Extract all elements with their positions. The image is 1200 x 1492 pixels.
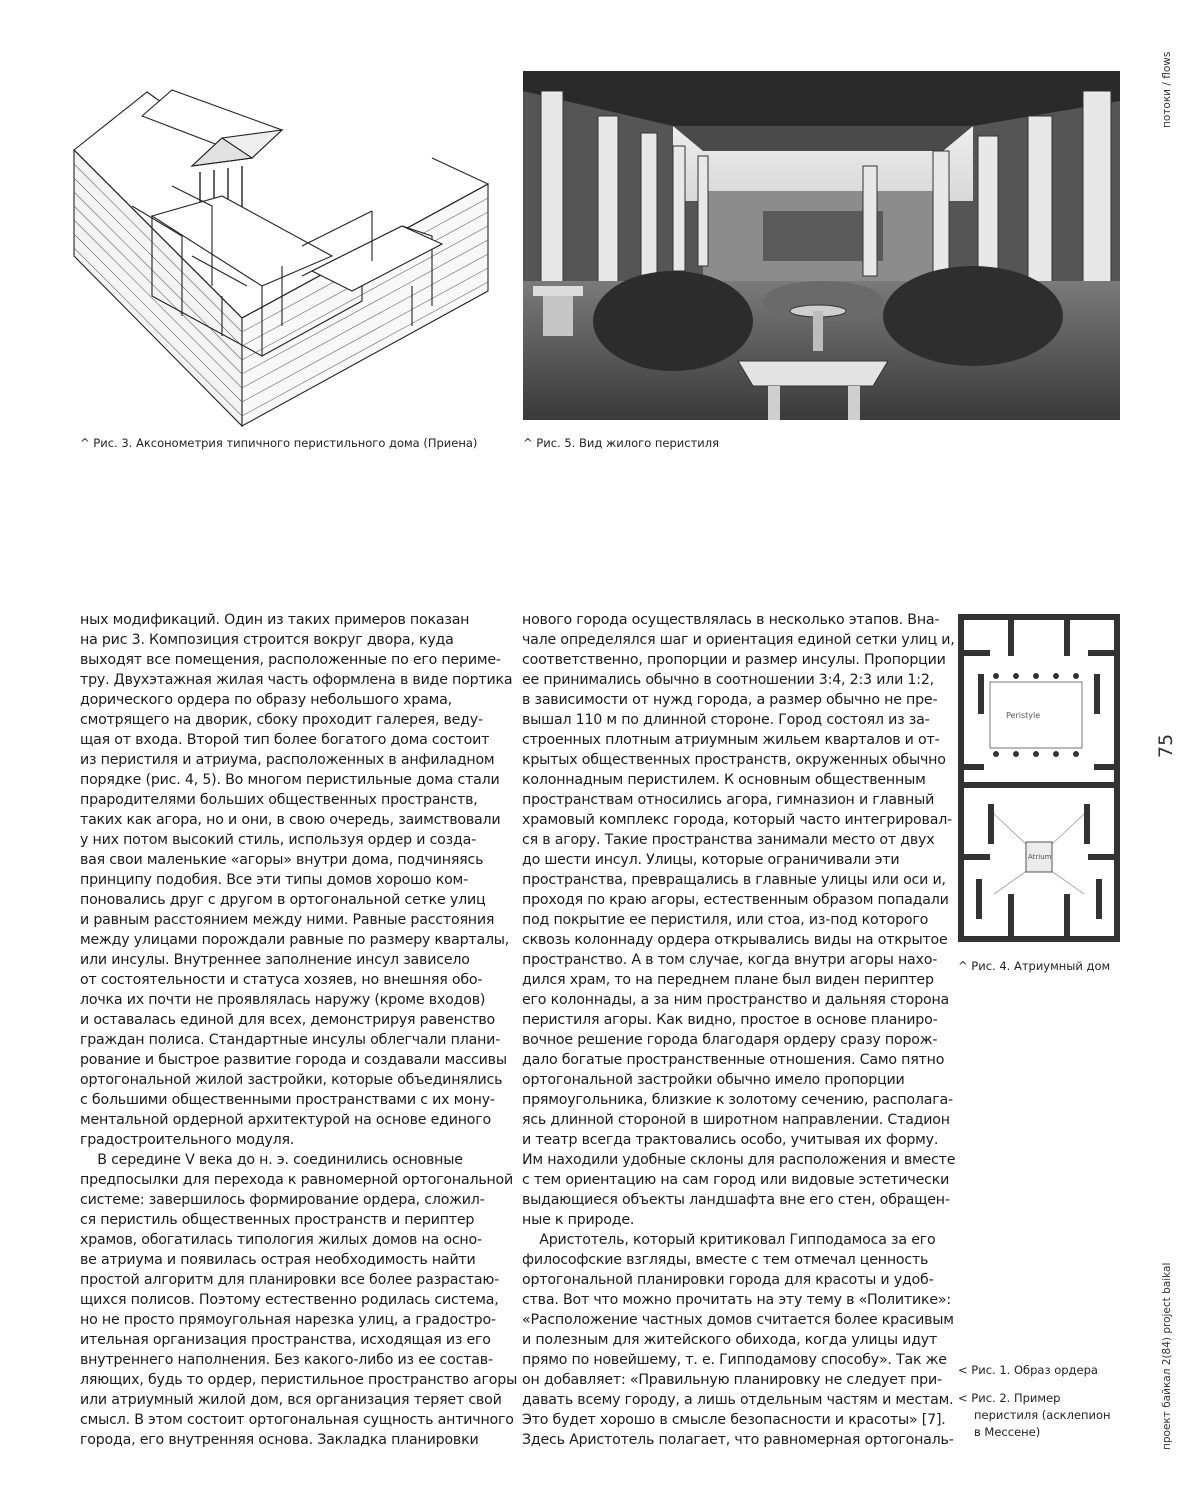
text-line: ляющих, будь то ордер, перистильное пространство агоры — [80, 1372, 518, 1388]
text-column-middle — [522, 610, 955, 1450]
text-line: принципу подобия. Все эти типы домов хорошо ком- — [80, 872, 468, 888]
text-line: лочка их почти не проявлялась наружу (кроме входов) — [80, 992, 486, 1008]
text-line: поновались друг с другом в ортогональной сетке улиц — [80, 892, 486, 908]
text-line: ортогональной планировки города для красоты и удоб- — [522, 1272, 934, 1288]
text-line: ся перистиль общественных пространств и периптер — [80, 1212, 475, 1228]
text-line: ве атриума и появилась острая необходимость найти — [80, 1252, 476, 1268]
text-line: ортогональной жилой застройки, которые объединялись — [80, 1072, 503, 1088]
text-line: города, его внутренняя основа. Закладка планировки — [80, 1432, 479, 1448]
text-line: до шести инсул. Улицы, которые ограничивали эти — [522, 852, 900, 868]
text-line: порядке (рис. 4, 5). Во многом перистильные дома стали — [80, 772, 500, 788]
text-line: ных модификаций. Один из таких примеров показан — [80, 612, 470, 628]
fig2-caption-line: перистиля (асклепион — [974, 1408, 1111, 1422]
text-line: вочное решение города благодаря ордеру сразу порож- — [522, 1032, 938, 1048]
text-line: В середине V века до н. э. соединились основные — [80, 1152, 463, 1168]
fig4-caption: ^ Рис. 4. Атриумный дом — [958, 959, 1111, 973]
text-line: или атриумный жилой дом, вся организация теряет свой — [80, 1392, 502, 1408]
fig2-caption — [958, 1390, 1111, 1441]
text-line: колоннадным перистилем. К основным общественным — [522, 772, 926, 788]
text-line: дорического ордера по образу небольшого храма, — [80, 692, 452, 708]
text-line: пространство. А в том случае, когда внутри агоры нахо- — [522, 952, 938, 968]
page-number: 75 — [1155, 733, 1177, 758]
text-line: Аристотель, который критиковал Гипподамоса за его — [522, 1232, 936, 1248]
text-line: простой алгоритм для планировки все более разрастаю- — [80, 1272, 500, 1288]
text-line: выходят все помещения, расположенные по его периме- — [80, 652, 501, 668]
fig2-caption-line: < Рис. 2. Пример — [958, 1391, 1061, 1405]
text-line: в зависимости от нужд города, а размер обычно не пре- — [522, 692, 938, 708]
text-line: смотрящего на дворик, сбоку проходит галерея, веду- — [80, 712, 483, 728]
fig4-atrium-house-plan — [958, 614, 1120, 942]
fig3-caption: ^ Рис. 3. Аксонометрия типичного перистильного дома (Приена) — [80, 436, 478, 450]
text-line: из перистиля и атриума, расположенных в анфиладном — [80, 752, 495, 768]
text-line: храмов, обогатилась типология жилых домов на осно- — [80, 1232, 482, 1248]
text-line: граждан полиса. Стандартные инсулы облегчали плани- — [80, 1032, 501, 1048]
text-line: ортогональной застройки обычно имело пропорции — [522, 1072, 905, 1088]
fig5-caption: ^ Рис. 5. Вид жилого перистиля — [523, 436, 720, 450]
fig2-caption-line: в Мессене) — [974, 1425, 1041, 1439]
text-line: ства. Вот что можно прочитать на эту тему в «Политике»: — [522, 1292, 951, 1308]
text-line: ся в агору. Такие пространства занимали место от двух — [522, 832, 935, 848]
plan-label-peristyle: Peristyle — [1006, 711, 1041, 720]
text-line: ительная организация пространства, исходящая из его — [80, 1332, 491, 1348]
text-line: системе: завершилось формирование ордера, сложил- — [80, 1192, 485, 1208]
text-line: ее принимались обычно в соотношении 3:4, 2:3 или 1:2, — [522, 672, 934, 688]
text-line: или инсулы. Внутреннее заполнение инсул зависело — [80, 952, 470, 968]
text-line: соответственно, пропорции и размер инсулы. Пропорции — [522, 652, 946, 668]
text-line: но не просто прямоугольная нарезка улиц, а градостро- — [80, 1312, 496, 1328]
text-line: прямо по новейшему, т. е. Гипподамову способу». Так же — [522, 1352, 947, 1368]
text-line: ные к природе. — [522, 1212, 635, 1228]
text-line: с тем ориентацию на сам город или видовые эстетически — [522, 1172, 950, 1188]
text-line: пространства, превращались в главные улицы или оси и, — [522, 872, 946, 888]
text-line: выдающиеся объекты ландшафта вне его стен, обращен- — [522, 1192, 950, 1208]
text-line: вышал 110 м по длинной стороне. Город состоял из за- — [522, 712, 930, 728]
section-label: потоки / flows — [1161, 51, 1173, 128]
text-line: внутреннего наполнения. Без какого-либо из ее состав- — [80, 1352, 493, 1368]
text-line: Здесь Аристотель полагает, что равномерная ортогональ- — [522, 1432, 954, 1448]
text-line: философские взгляды, вместе с тем отмечал ценность — [522, 1252, 929, 1268]
text-line: между улицами порождали равные по размеру кварталы, — [80, 932, 510, 948]
fig1-caption: < Рис. 1. Образ ордера — [958, 1363, 1098, 1377]
text-line: пространствам относились агора, гимназион и главный — [522, 792, 935, 808]
text-line: прародителями больших общественных пространств, — [80, 792, 478, 808]
text-line: перистиля агоры. Как видно, простое в основе планиро- — [522, 1012, 938, 1028]
text-line: на рис 3. Композиция строится вокруг двора, куда — [80, 632, 454, 648]
text-line: Им находили удобные склоны для расположения и вместе — [522, 1152, 956, 1168]
text-line: его колоннады, а за ним пространство и дальняя сторона — [522, 992, 950, 1008]
text-line: и театр всегда трактовались особо, учитывая их форму. — [522, 1132, 939, 1148]
text-line: тру. Двухэтажная жилая часть оформлена в виде портика — [80, 672, 513, 688]
text-line: рование и быстрое развитие города и создавали массивы — [80, 1052, 507, 1068]
text-line: смысл. В этом состоит ортогональная сущность античного — [80, 1412, 514, 1428]
text-line: щихся полисов. Поэтому естественно родилась система, — [80, 1292, 499, 1308]
text-line: дился храм, то на переднем плане был виден периптер — [522, 972, 934, 988]
text-line: нового города осуществлялась в несколько этапов. Вна- — [522, 612, 940, 628]
text-line: чале определялся шаг и ориентация единой сетки улиц и, — [522, 632, 955, 648]
text-line: ясь длинной стороной в широтном направлении. Стадион — [522, 1112, 950, 1128]
text-line: с большими общественными пространствами с их мону- — [80, 1092, 495, 1108]
text-line: предпосылки для перехода к равномерной ортогональной — [80, 1172, 514, 1188]
text-line: прямоугольника, близкие к золотому сечению, располага- — [522, 1092, 953, 1108]
fig5-peristyle-photo — [523, 71, 1120, 420]
text-line: таких как агора, но и они, в свою очередь, заимствовали — [80, 812, 501, 828]
text-line: от состоятельности и статуса хозяев, но внешняя обо- — [80, 972, 483, 988]
fig3-axonometry-drawing — [72, 86, 492, 436]
text-line: ментальной ордерной архитектурой на основе единого — [80, 1112, 492, 1128]
text-line: давать всему городу, а лишь отдельным частям и местам. — [522, 1392, 954, 1408]
text-line: Это будет хорошо в смысле безопасности и красоты» [7]. — [522, 1412, 946, 1428]
text-line: градостроительного модуля. — [80, 1132, 295, 1148]
text-line: под покрытие ее перистиля, или стоа, из-под которого — [522, 912, 929, 928]
text-line: храмовый комплекс города, который часто интегрировал- — [522, 812, 952, 828]
text-line: строенных плотным атриумным жильем кварталов и от- — [522, 732, 940, 748]
text-line: и равным расстоянием между ними. Равные расстояния — [80, 912, 495, 928]
journal-label: проект байкал 2(84) project baikal — [1161, 1262, 1173, 1450]
text-line: и полезным для житейского обихода, когда улицы идут — [522, 1332, 938, 1348]
plan-label-atrium: Atrium — [1028, 853, 1052, 861]
text-line: проходя по краю агоры, естественным образом попадали — [522, 892, 949, 908]
text-column-left — [80, 610, 517, 1450]
text-line: «Расположение частных домов считается более красивым — [522, 1312, 954, 1328]
text-line: сквозь колоннаду ордера открывались виды на открытое — [522, 932, 948, 948]
text-line: он добавляет: «Правильную планировку не следует при- — [522, 1372, 942, 1388]
text-line: щая от входа. Второй тип более богатого дома состоит — [80, 732, 490, 748]
text-line: крытых общественных пространств, окруженных обычно — [522, 752, 946, 768]
text-line: и оставалась единой для всех, демонстрируя равенство — [80, 1012, 496, 1028]
text-line: у них потом высокий стиль, используя ордер и созда- — [80, 832, 477, 848]
text-line: дало богатые пространственные отношения. Само пятно — [522, 1052, 945, 1068]
text-line: вая свои маленькие «агоры» внутри дома, подчиняясь — [80, 852, 484, 868]
